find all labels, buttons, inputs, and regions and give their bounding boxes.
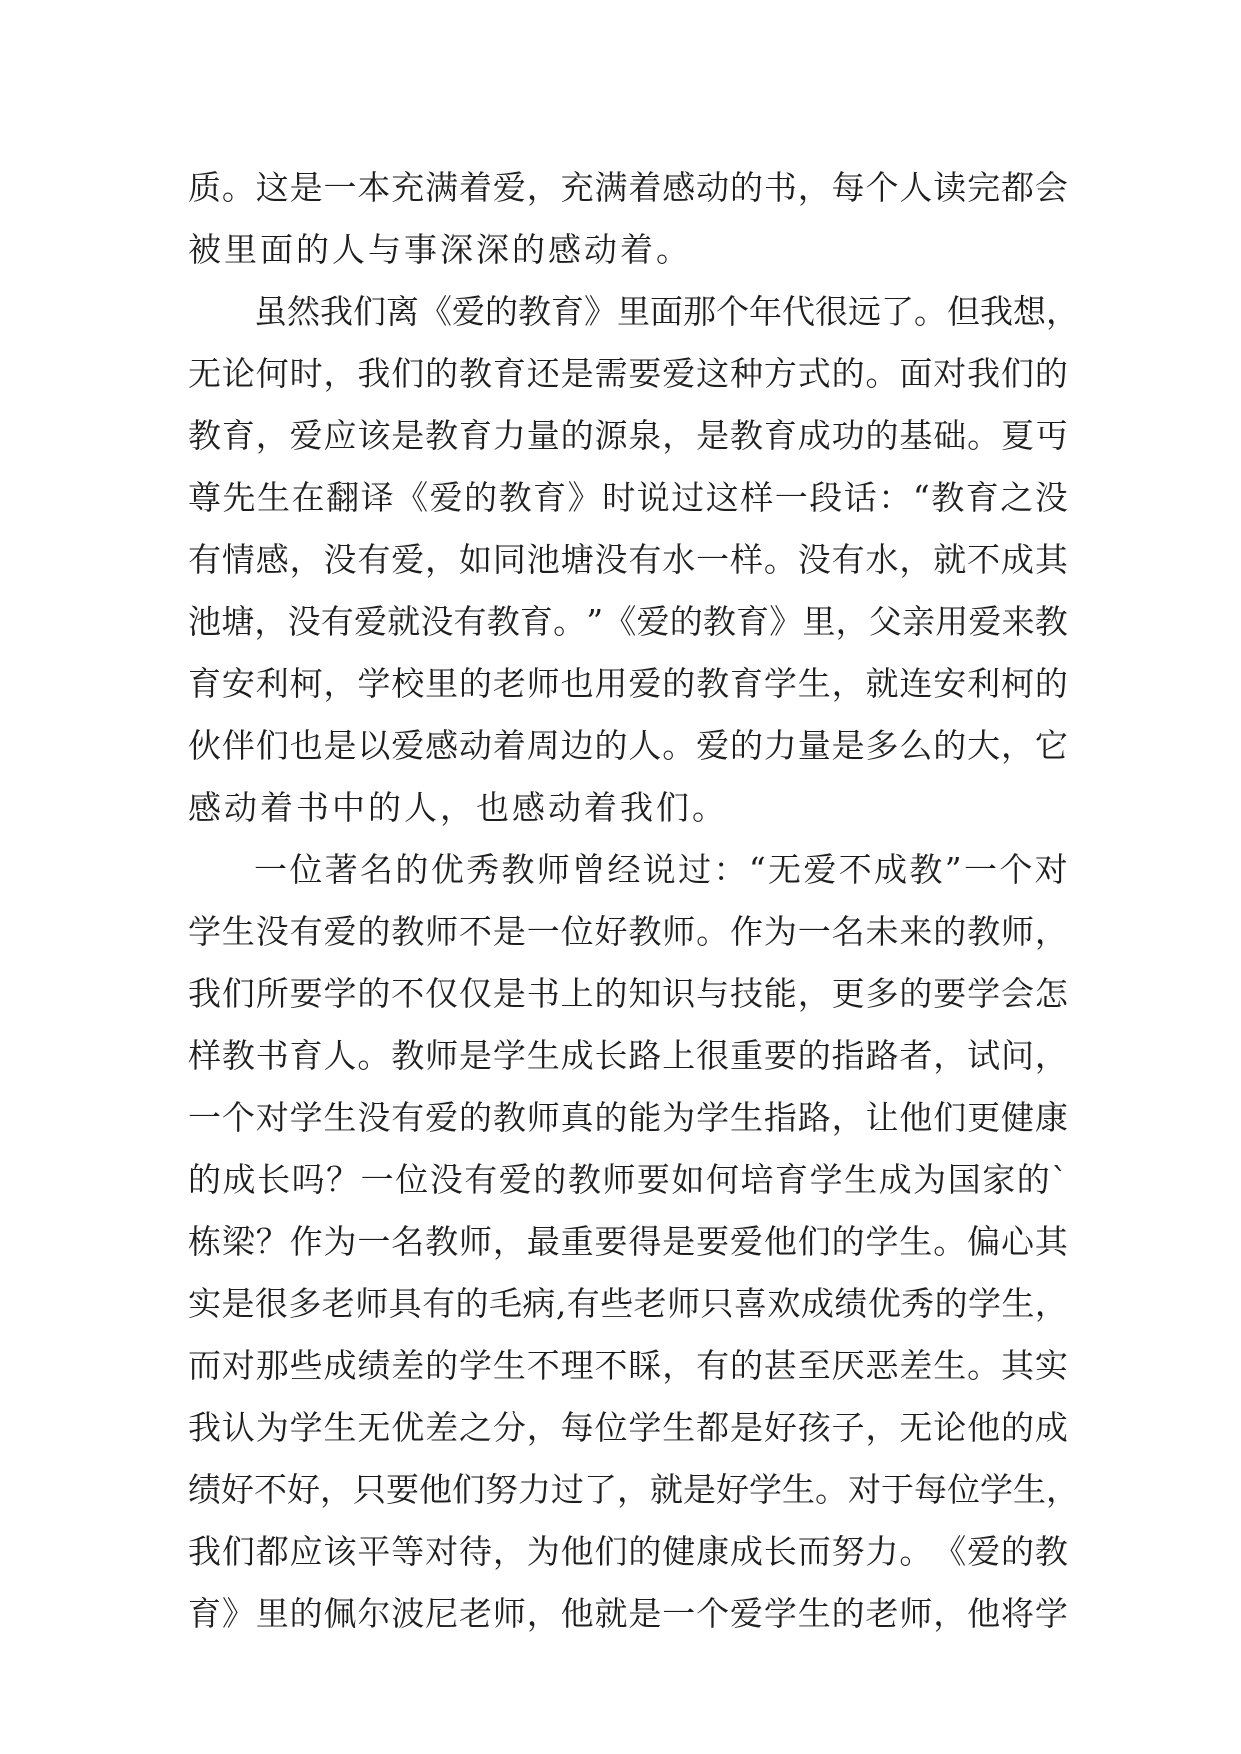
text-line: 被里面的人与事深深的感动着。 [188,230,692,269]
text-line: 育 安 利 柯 ， 学 校 里 的 老 师 也 用 爱 的 教 育 学 生 ， 就 连 安 利 柯 的 [188,664,1068,703]
text-line: 我 们 所 要 学 的 不 仅 仅 是 书 上 的 知 识 与 技 能 ， 更 多 的 要 学 会 怎 [188,974,1068,1013]
text-line: 我 们 都 应 该 平 等 对 待 ， 为 他 们 的 健 康 成 长 而 努 力 。 《 爱 的 教 [188,1532,1068,1571]
text-line: 学 生 没 有 爱 的 教 师 不 是 一 位 好 教 师 。 作 为 一 名 未 来 的 教 师 ， [188,912,1068,951]
text-line: 一 个 对 学 生 没 有 爱 的 教 师 真 的 能 为 学 生 指 路 ， 让 他 们 更 健 康 [188,1098,1068,1137]
text-line: 池 塘 ， 没 有 爱 就 没 有 教 育 。 ” 《 爱 的 教 育 》 里 ， 父 亲 用 爱 来 教 [188,602,1068,641]
text-line: 质 。 这 是 一 本 充 满 着 爱 ， 充 满 着 感 动 的 书 ， 每 个 人 读 完 都 会 [188,168,1068,207]
text-line: 教 育 ， 爱 应 该 是 教 育 力 量 的 源 泉 ， 是 教 育 成 功 的 基 础 。 夏 丏 [188,416,1068,455]
text-line: 的 成 长 吗 ？ 一 位 没 有 爱 的 教 师 要 如 何 培 育 学 生 成 为 国 家 的 ` [188,1160,1068,1199]
text-line: 伙 伴 们 也 是 以 爱 感 动 着 周 边 的 人 。 爱 的 力 量 是 多 么 的 大 ， 它 [188,726,1068,765]
text-line: 无 论 何 时 ， 我 们 的 教 育 还 是 需 要 爱 这 种 方 式 的 。 面 对 我 们 的 [188,354,1068,393]
text-line: 我 认 为 学 生 无 优 差 之 分 ， 每 位 学 生 都 是 好 孩 子 ， 无 论 他 的 成 [188,1408,1068,1447]
text-line: 育 》 里 的 佩 尔 波 尼 老 师 ， 他 就 是 一 个 爱 学 生 的 老 师 ， 他 将 学 [188,1594,1068,1633]
text-line: 实 是 很 多 老 师 具 有 的 毛 病 , 有 些 老 师 只 喜 欢 成 绩 优 秀 的 学 生 ， [188,1284,1068,1323]
text-line: 而 对 那 些 成 绩 差 的 学 生 不 理 不 睬 ， 有 的 甚 至 厌 恶 差 生 。 其 实 [188,1346,1068,1385]
body-text [188,157,1079,1645]
text-line: 样 教 书 育 人 。 教 师 是 学 生 成 长 路 上 很 重 要 的 指 路 者 ， 试 问 ， [188,1036,1068,1075]
text-line: 绩 好 不 好 ， 只 要 他 们 努 力 过 了 ， 就 是 好 学 生 。 对 于 每 位 学 生 ， [188,1470,1079,1509]
text-line: 感动着书中的人，也感动着我们。 [188,788,728,827]
text-line: 栋 梁 ？ 作 为 一 名 教 师 ， 最 重 要 得 是 要 爱 他 们 的 学 生 。 偏 心 其 [188,1222,1068,1261]
text-line: 一 位 著 名 的 优 秀 教 师 曾 经 说 过 ： “ 无 爱 不 成 教 ” 一 个 对 [254,850,1068,889]
text-line: 虽 然 我 们 离 《 爱 的 教 育 》 里 面 那 个 年 代 很 远 了 。 但 我 想 ， [254,292,1079,331]
text-line: 有 情 感 ， 没 有 爱 ， 如 同 池 塘 没 有 水 一 样 。 没 有 水 ， 就 不 成 其 [188,540,1068,579]
text-line: 尊 先 生 在 翻 译 《 爱 的 教 育 》 时 说 过 这 样 一 段 话 ： “ 教 育 之 没 [188,478,1068,517]
